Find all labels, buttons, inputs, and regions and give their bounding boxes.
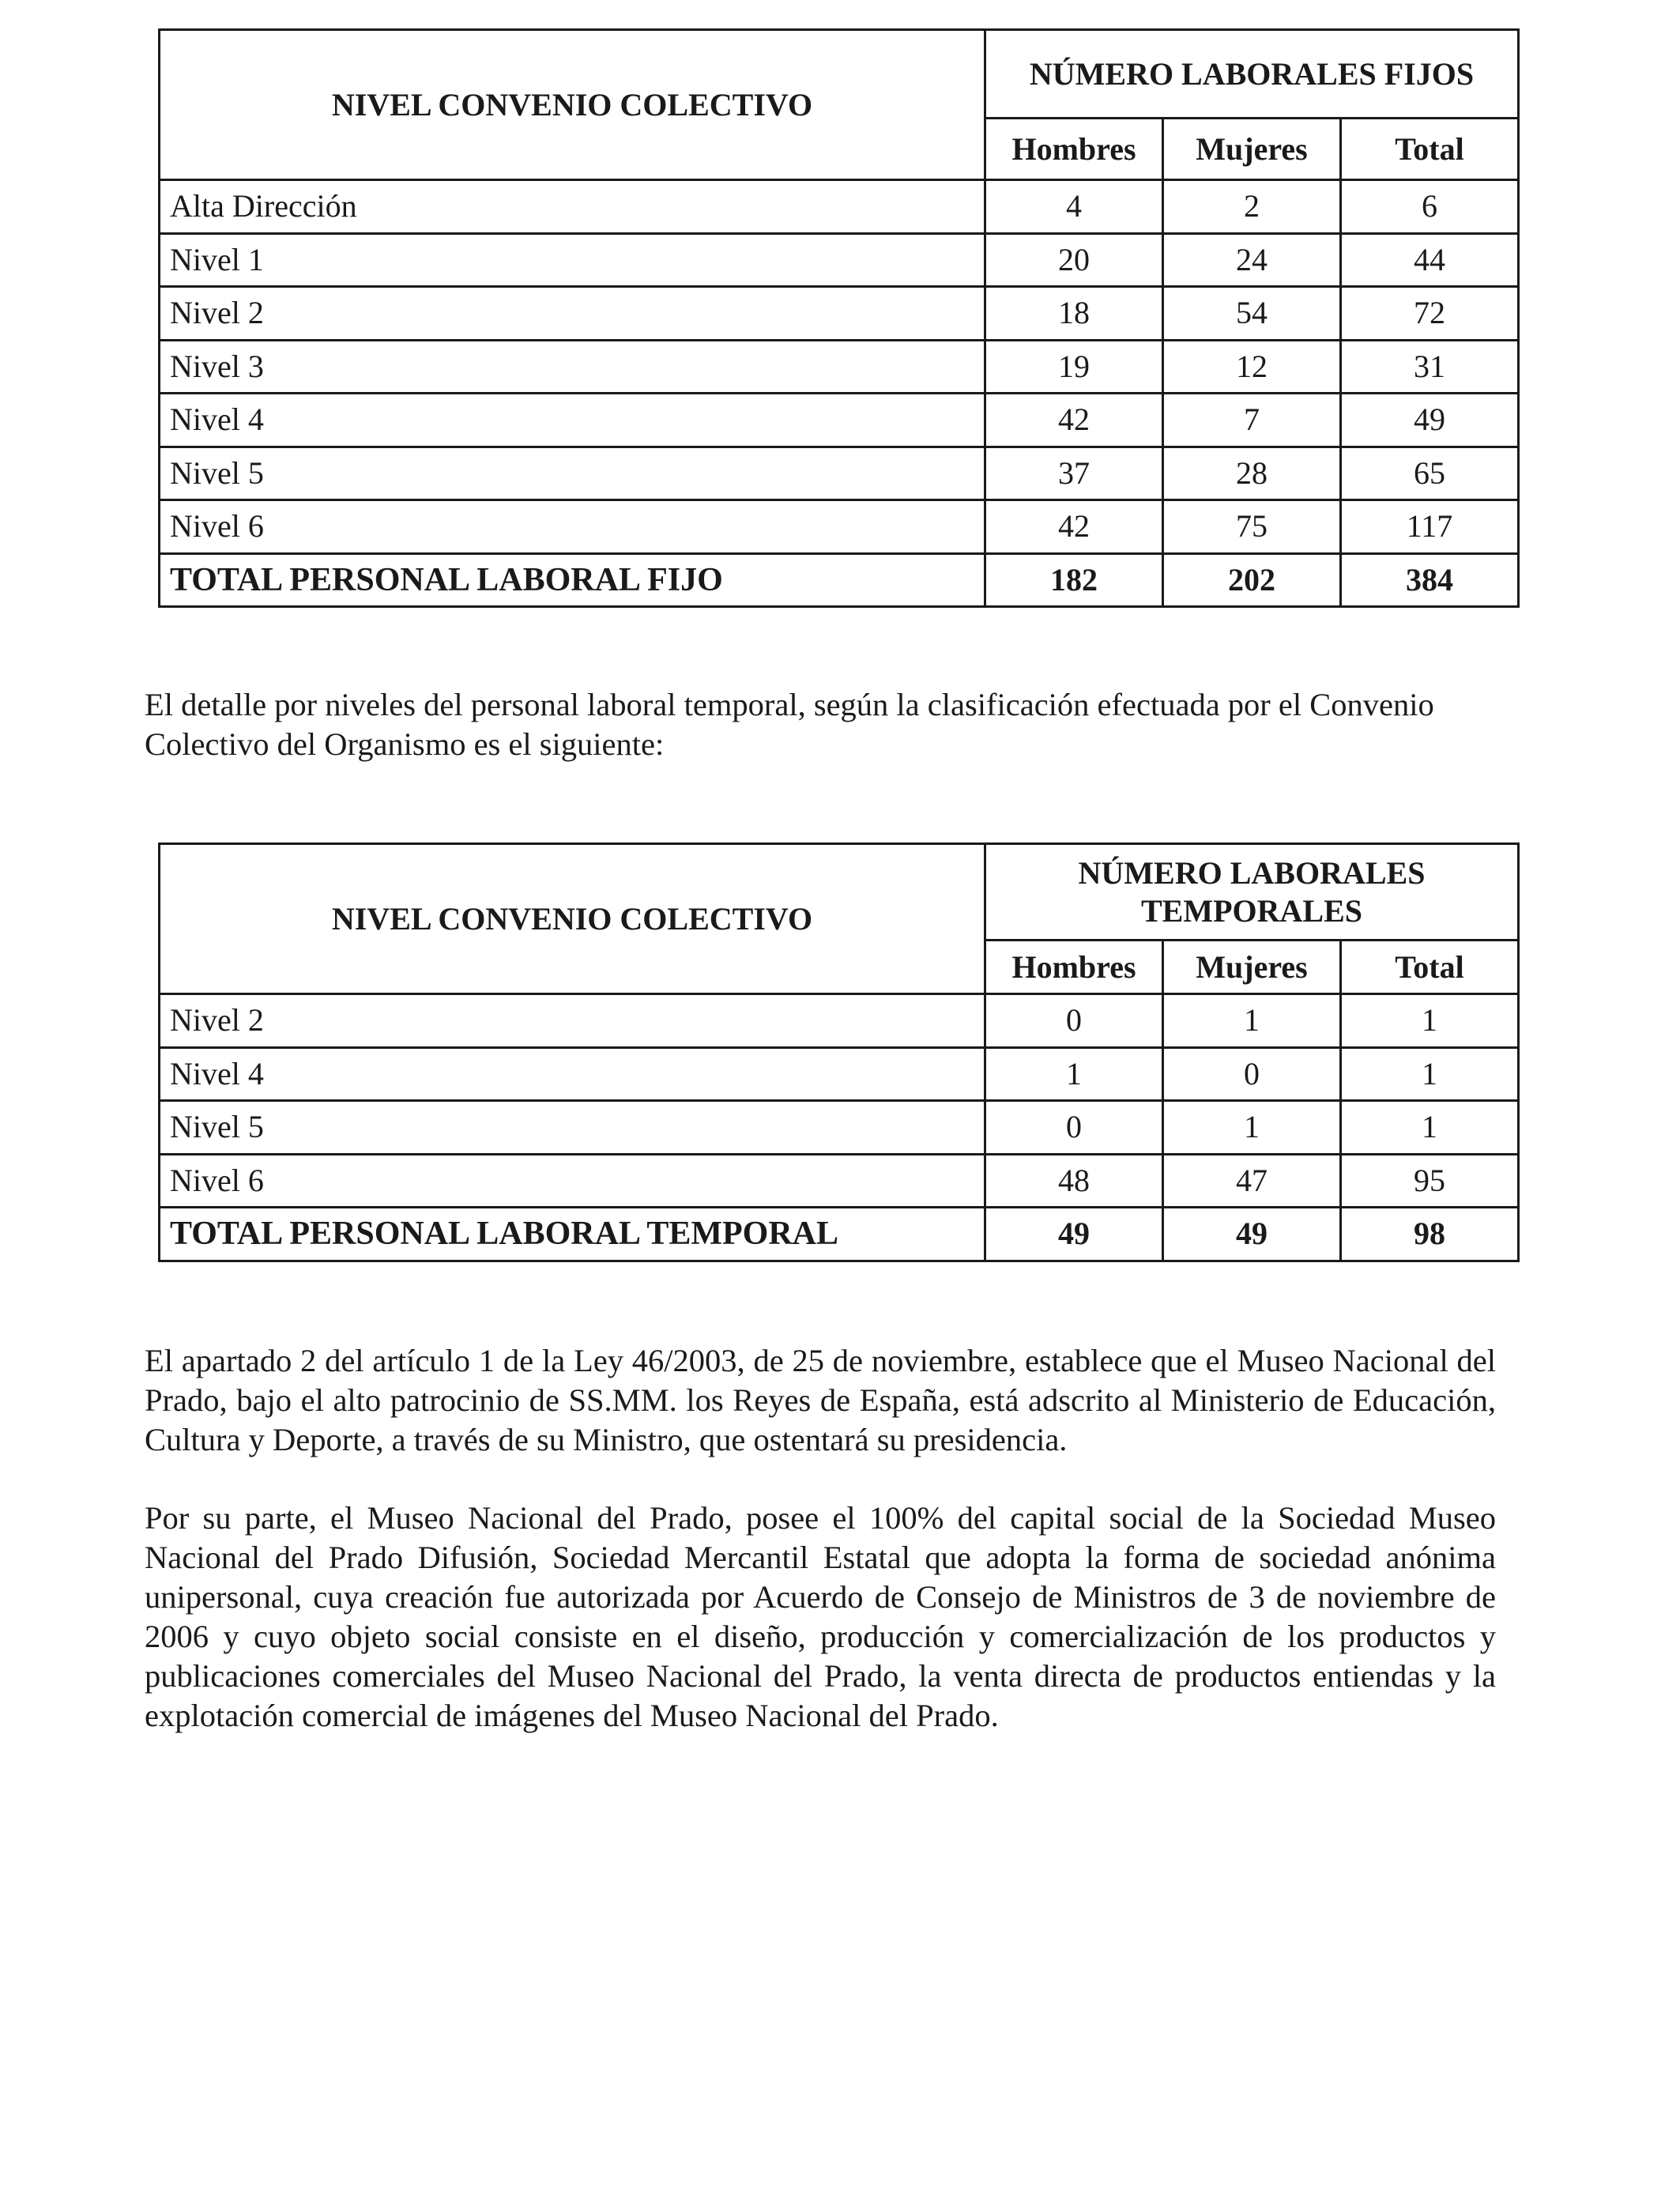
group-header [985,844,1519,941]
women-cell: 1 [1163,1101,1341,1155]
women-cell: 47 [1163,1154,1341,1208]
level-cell: Nivel 6 [160,500,985,554]
men-header: Hombres [985,941,1163,994]
table-row [160,1101,1519,1155]
men-cell: 20 [985,233,1163,287]
level-cell: Alta Dirección [160,180,985,234]
women-cell: 7 [1163,394,1341,447]
level-header: NIVEL CONVENIO COLECTIVO [160,844,985,994]
total-cell: 1 [1341,1047,1519,1101]
total-row [160,553,1519,607]
total-men-cell: 49 [985,1208,1163,1261]
total-cell: 31 [1341,340,1519,394]
level-cell: Nivel 6 [160,1154,985,1208]
total-total-cell: 98 [1341,1208,1519,1261]
women-cell: 28 [1163,447,1341,500]
level-cell: Nivel 1 [160,233,985,287]
level-cell: Nivel 3 [160,340,985,394]
table-header-row [160,844,1519,941]
group-header-line1: NÚMERO LABORALES [1078,854,1426,891]
men-cell: 48 [985,1154,1163,1208]
sociedad-paragraph: Por su parte, el Museo Nacional del Prado, posee el 100% del capital social de la Sociedad Museo Nacional del Prado Difusión, Sociedad Mercantil Estatal que adopta la forma de sociedad anónima unipersonal, cuya creación fue autorizada por Acuerdo de Consejo de Ministros de 3 de noviembre de 2006 y cuyo objeto social consiste en el diseño, producción y comercialización de los productos y publicaciones comerciales del Museo Nacional del Prado, la venta directa de productos entiendas y la explotación comercial de imágenes del Museo Nacional del Prado. [145,1500,1496,1733]
total-label: TOTAL PERSONAL LABORAL FIJO [160,553,985,607]
total-header: Total [1341,119,1519,180]
women-header: Mujeres [1163,119,1341,180]
total-row [160,1208,1519,1261]
total-total-cell: 384 [1341,553,1519,607]
men-cell: 19 [985,340,1163,394]
men-cell: 0 [985,994,1163,1048]
total-cell: 95 [1341,1154,1519,1208]
total-men-cell: 182 [985,553,1163,607]
table-row [160,1154,1519,1208]
level-cell: Nivel 2 [160,994,985,1048]
women-cell: 75 [1163,500,1341,554]
men-cell: 37 [985,447,1163,500]
total-cell: 117 [1341,500,1519,554]
women-cell: 1 [1163,994,1341,1048]
total-cell: 72 [1341,287,1519,341]
men-header: Hombres [985,119,1163,180]
level-cell: Nivel 5 [160,447,985,500]
level-cell: Nivel 5 [160,1101,985,1155]
level-cell: Nivel 4 [160,1047,985,1101]
total-header: Total [1341,941,1519,994]
women-cell: 54 [1163,287,1341,341]
total-women-cell: 49 [1163,1208,1341,1261]
total-cell: 44 [1341,233,1519,287]
table-row [160,287,1519,341]
table-row [160,394,1519,447]
total-cell: 65 [1341,447,1519,500]
level-cell: Nivel 2 [160,287,985,341]
total-cell: 6 [1341,180,1519,234]
ley-paragraph: El apartado 2 del artículo 1 de la Ley 46/2003, de 25 de noviembre, establece que el Museo Nacional del Prado, bajo el alto patrocinio de SS.MM. los Reyes de España, está adscrito al Ministerio de Educación, Cultura y Deporte, a través de su Ministro, que ostentará su presidencia. [145,1343,1496,1457]
level-cell: Nivel 4 [160,394,985,447]
table-row [160,447,1519,500]
total-label: TOTAL PERSONAL LABORAL TEMPORAL [160,1208,985,1261]
temporal-intro-paragraph: El detalle por niveles del personal laboral temporal, según la clasificación efectuada por el Convenio Colectivo del Organismo es el siguiente: [145,687,1434,762]
total-cell: 1 [1341,994,1519,1048]
total-cell: 1 [1341,1101,1519,1155]
men-cell: 18 [985,287,1163,341]
total-women-cell: 202 [1163,553,1341,607]
women-cell: 0 [1163,1047,1341,1101]
level-header: NIVEL CONVENIO COLECTIVO [160,30,985,180]
women-cell: 2 [1163,180,1341,234]
temporal-staff-table [158,843,1520,1262]
men-cell: 1 [985,1047,1163,1101]
table-row [160,994,1519,1048]
table-row [160,1047,1519,1101]
table-row [160,500,1519,554]
women-cell: 12 [1163,340,1341,394]
table-row [160,180,1519,234]
table-row [160,233,1519,287]
men-cell: 42 [985,500,1163,554]
men-cell: 4 [985,180,1163,234]
women-cell: 24 [1163,233,1341,287]
table-row [160,340,1519,394]
men-cell: 42 [985,394,1163,447]
men-cell: 0 [985,1101,1163,1155]
total-cell: 49 [1341,394,1519,447]
group-header-line2: TEMPORALES [1140,892,1363,929]
group-header: NÚMERO LABORALES FIJOS [985,30,1519,119]
table-header-row [160,30,1519,119]
fixed-staff-table [158,28,1520,608]
women-header: Mujeres [1163,941,1341,994]
